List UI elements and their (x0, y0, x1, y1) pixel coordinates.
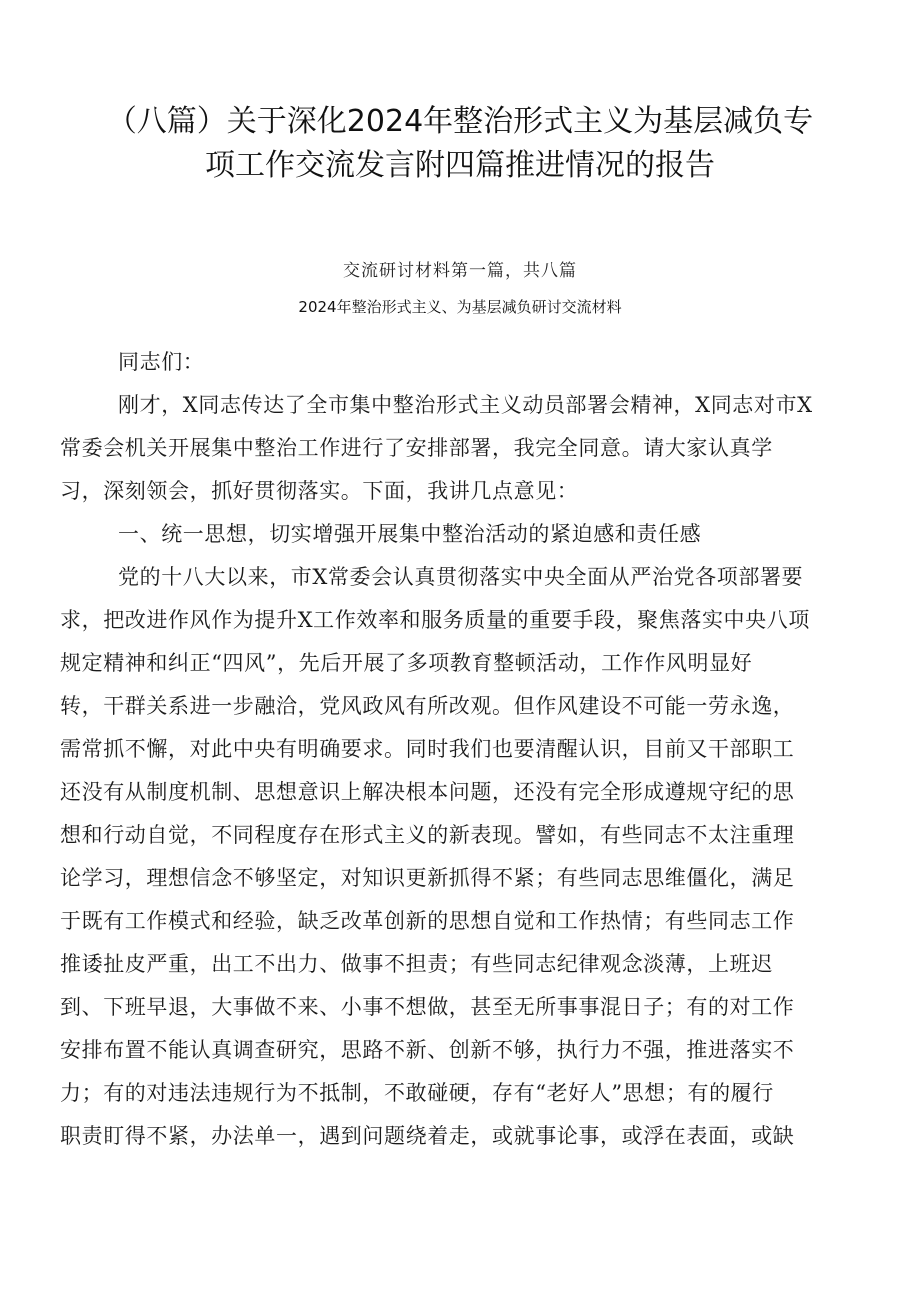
body-line: 于既有工作模式和经验，缺乏改革创新的思想自觉和工作热情；有些同志工作 (60, 909, 795, 933)
body-line: 规定精神和纠正“四风”，先后开展了多项教育整顿活动，工作作风明显好 (60, 651, 753, 675)
body-line: 到、下班早退，大事做不来、小事不想做，甚至无所事事混日子；有的对工作 (60, 995, 795, 1019)
document-title-line-1: （八篇）关于深化2024年整治形式主义为基层减负专 (106, 104, 814, 139)
body-line: 需常抓不懈，对此中央有明确要求。同时我们也要清醒认识，目前又干部职工 (60, 737, 795, 761)
body-line: 想和行动自觉，不同程度存在形式主义的新表现。譬如，有些同志不太注重理 (60, 823, 795, 847)
body-line: 力；有的对违法违规行为不抵制，不敢碰硬，存有“老好人”思想；有的履行 (60, 1081, 774, 1105)
body-line: 党的十八大以来，市X常委会认真贯彻落实中央全面从严治党各项部署要 (118, 565, 804, 589)
body-line: 还没有从制度机制、思想意识上解决根本问题，还没有完全形成遵规守纪的思 (60, 780, 795, 804)
document-title-line-2: 项工作交流发言附四篇推进情况的报告 (205, 148, 715, 183)
body-line: 转，干群关系进一步融洽，党风政风有所改观。但作风建设不可能一劳永逸， (60, 694, 795, 718)
document-heading: 2024年整治形式主义、为基层减负研讨交流材料 (298, 298, 622, 316)
section-heading-1: 一、统一思想，切实增强开展集中整治活动的紧迫感和责任感 (118, 522, 702, 546)
body-line: 安排布置不能认真调查研究，思路不新、创新不够，执行力不强，推进落实不 (60, 1038, 795, 1062)
body-line: 求，把改进作风作为提升X工作效率和服务质量的重要手段，聚焦落实中央八项 (60, 608, 810, 632)
body-line: 论学习，理想信念不够坚定，对知识更新抓得不紧；有些同志思维僵化，满足 (60, 866, 795, 890)
body-line: 习，深刻领会，抓好贯彻落实。下面，我讲几点意见： (60, 479, 579, 503)
body-line: 刚才，X同志传达了全市集中整治形式主义动员部署会精神，X同志对市X (118, 393, 813, 417)
body-line: 推诿扯皮严重，出工不出力、做事不担责；有些同志纪律观念淡薄，上班迟 (60, 952, 773, 976)
body-line: 职责盯得不紧，办法单一，遇到问题绕着走，或就事论事，或浮在表面，或缺 (60, 1124, 795, 1148)
salutation: 同志们： (118, 350, 205, 374)
section-label: 交流研讨材料第一篇，共八篇 (343, 261, 577, 281)
body-line: 常委会机关开展集中整治工作进行了安排部署，我完全同意。请大家认真学 (60, 436, 773, 460)
